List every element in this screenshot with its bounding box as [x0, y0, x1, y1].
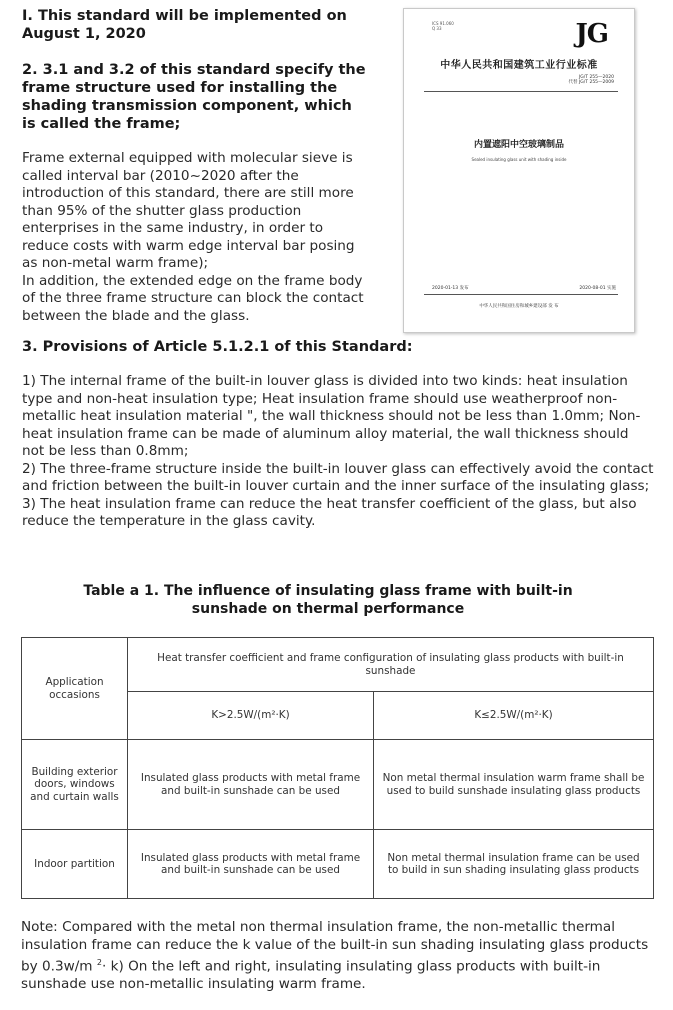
table-note	[21, 919, 661, 994]
cover-title-cn: 内置遮阳中空玻璃制品	[473, 140, 564, 150]
item-1-heading: I. This standard will be implemented on August 1, 2020	[22, 8, 347, 42]
header-application-occasions: Application occasions	[22, 638, 128, 740]
item-2-heading: 2. 3.1 and 3.2 of this standard specify the frame structure used for installing the shading transmission component, which is called the frame;	[22, 62, 366, 132]
cover-ics-code: ICS 91.060 Q 33	[432, 21, 454, 31]
frame-description-paragraph: Frame external equipped with molecular sieve is called interval bar (2010~2020 after the introduction of this standard, there are still more than 95% of the shutter glass production enterprises in the same industry, in order to reduce costs with warm edge interval bar posing as non-metal warm frame); In addition, the extended edge on the frame body of the three frame structure can block the contact between the blade and the glass.	[22, 150, 364, 324]
header-k-less-equal: K≤2.5W/(m²·K)	[374, 692, 654, 740]
note-text-end: · k) On the left and right, insulating insulating glass products with built-in sunshade use non-metallic insulating warm frame.	[21, 958, 601, 993]
row-occasion-cell: Building exterior doors, windows and curtain walls	[22, 740, 128, 830]
cover-publisher: 中华人民共和国住房和城乡建设部 发 布	[479, 304, 559, 309]
table-header-row	[22, 638, 654, 692]
cover-title-en: Sealed insulating glass unit with shading inside	[471, 157, 567, 162]
header-k-greater: K>2.5W/(m²·K)	[128, 692, 374, 740]
row-occasion-cell: Indoor partition	[22, 830, 128, 899]
thermal-performance-table	[21, 637, 654, 899]
cover-divider-bottom	[424, 294, 618, 295]
cover-standard-name: 中华人民共和国建筑工业行业标准	[440, 60, 598, 71]
row-high-k-cell: Insulated glass products with metal frame and built-in sunshade can be used	[128, 830, 374, 899]
cover-issue-date: 2020-01-13 发布	[432, 286, 469, 291]
cover-divider-top	[424, 91, 618, 92]
jg-logo: JG	[575, 19, 608, 49]
standard-cover-image	[403, 8, 635, 333]
cover-implementation-date: 2020-08-01 实施	[579, 286, 616, 291]
note-superscript: 2	[96, 958, 102, 967]
table-row	[22, 740, 654, 830]
section-3-heading: 3. Provisions of Article 5.1.2.1 of this Standard:	[22, 339, 413, 355]
section-3-body: 1) The internal frame of the built-in louver glass is divided into two kinds: heat insulation type and non-heat insulation type; Heat insulation frame should use weatherproof non-metallic heat insulation material ", the wall thickness should not be less than 1.0mm; Non-heat insulation frame can be made of aluminum alloy material, the wall thickness should not be less than 0.8mm; 2) The three-frame structure inside the built-in louver glass can effectively avoid the contact and friction between the built-in louver curtain and the inner surface of the insulating glass; 3) The heat insulation frame can reduce the heat transfer coefficient of the glass, but also reduce the temperature in the glass cavity.	[22, 373, 654, 529]
table-caption: Table a 1. The influence of insulating glass frame with built-in sunshade on thermal performance	[83, 583, 573, 617]
row-low-k-cell: Non metal thermal insulation frame can be used to build in sun shading insulating glass products	[374, 830, 654, 899]
row-low-k-cell: Non metal thermal insulation warm frame shall be used to build sunshade insulating glass products	[374, 740, 654, 830]
header-heat-transfer: Heat transfer coefficient and frame configuration of insulating glass products with built-in sunshade	[128, 638, 654, 692]
note-text-start: Note: Compared with the metal non thermal insulation frame, the non-metallic thermal insulation frame can reduce the k value of the built-in sun shading insulating glass products by 0.3w/m	[21, 919, 649, 975]
table-row	[22, 830, 654, 899]
cover-standard-number: JG/T 255—2020 代替 JG/T 255—2009	[568, 75, 614, 85]
row-high-k-cell: Insulated glass products with metal frame and built-in sunshade can be used	[128, 740, 374, 830]
